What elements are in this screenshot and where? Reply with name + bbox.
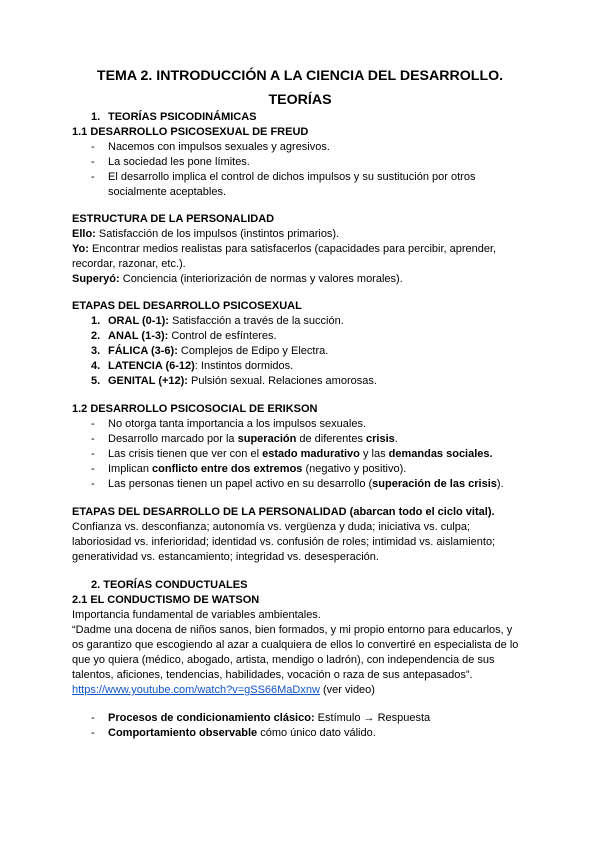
freud-bullet-3: El desarrollo implica el control de dichos impulsos y su sustitución por otros <box>108 171 476 183</box>
text-run: y las <box>359 448 389 460</box>
yo-line-cont: recordar, razonar, etc.). <box>72 258 186 270</box>
subsection-freud-heading: 1.1 DESARROLLO PSICOSEXUAL DE FREUD <box>72 126 309 138</box>
freud-bullet-1: Nacemos con impulsos sexuales y agresivos. <box>108 141 330 153</box>
etapa-text: Pulsión sexual. Relaciones amorosas. <box>187 375 377 387</box>
etapas-psicosexual-heading: ETAPAS DEL DESARROLLO PSICOSEXUAL <box>72 300 302 312</box>
watson-quote-line4: talentos, aficiones, tendencias, habilidades, vocación o raza de sus antepasados”. <box>72 669 473 681</box>
etapa-text: Complejos de Edipo y Electra. <box>177 345 329 357</box>
bullet-marker: - <box>91 727 95 739</box>
text-run: ). <box>496 478 504 490</box>
bullet-marker: - <box>91 478 95 490</box>
watson-bullet-1 <box>108 711 430 726</box>
etapas-personalidad-heading: ETAPAS DEL DESARROLLO DE LA PERSONALIDAD (abarcan todo el ciclo vital). <box>72 506 495 518</box>
text-run-bold: Procesos de condicionamiento clásico: <box>108 712 315 724</box>
etapa-label: ORAL (0-1): <box>108 315 169 327</box>
etapa-text: Satisfacción a través de la succión. <box>168 315 344 327</box>
text-run-bold: Comportamiento observable <box>108 727 258 739</box>
section1-number: 1. <box>91 111 101 123</box>
erikson-bullet-1: No otorga tanta importancia a los impulsos sexuales. <box>108 418 367 430</box>
superyo-line <box>72 272 403 287</box>
subsection-erikson-heading: 1.2 DESARROLLO PSICOSOCIAL DE ERIKSON <box>72 403 318 415</box>
text-run: Las crisis tienen que ver con el <box>108 448 263 460</box>
etapa-number: 3. <box>91 345 101 357</box>
bullet-marker: - <box>91 463 95 475</box>
bullet-marker: - <box>91 156 95 168</box>
text-run: Desarrollo marcado por la <box>108 433 238 445</box>
erikson-bullet-5 <box>108 477 504 492</box>
text-run-bold: superación <box>237 433 297 445</box>
text-run: . <box>394 433 398 445</box>
watson-bullet-2 <box>108 726 376 741</box>
text-run: Implican <box>108 463 153 475</box>
bullet-marker: - <box>91 433 95 445</box>
freud-bullet-3-cont: socialmente aceptables. <box>108 186 227 198</box>
document-title-line2: TEORÍAS <box>268 92 332 108</box>
etapa-genital <box>108 374 377 389</box>
watson-quote-line3: que yo quiera (médico, abogado, artista, mendigo o ladrón), con independencia de sus <box>72 654 495 666</box>
etapas-personalidad-line3: generatividad vs. estancamiento; integridad vs. desesperación. <box>72 551 379 563</box>
etapa-oral <box>108 314 344 329</box>
yo-line <box>72 242 496 257</box>
watson-quote-line1: “Dadme una docena de niños sanos, bien formados, y mi propio entorno para educarlos, y <box>72 624 513 636</box>
bullet-marker: - <box>91 171 95 183</box>
bullet-marker: - <box>91 141 95 153</box>
etapa-label: FÁLICA (3-6): <box>108 345 178 357</box>
erikson-bullet-3 <box>108 447 493 462</box>
text-run-bold: superación de las crisis <box>372 478 497 490</box>
yo-text: Encontrar medios realistas para satisfacerlos (capacidades para percibir, aprender, <box>88 243 497 255</box>
text-run-bold: conflicto entre dos extremos <box>152 463 303 475</box>
etapa-falica <box>108 344 328 359</box>
etapas-personalidad-line1: Confianza vs. desconfianza; autonomía vs. vergüenza y duda; iniciativa vs. culpa; <box>72 521 471 533</box>
video-note: (ver video) <box>319 684 375 696</box>
yo-label: Yo: <box>72 243 89 255</box>
etapa-anal <box>108 329 277 344</box>
subsection-watson-heading: 2.1 EL CONDUCTISMO DE WATSON <box>72 594 260 606</box>
section2-heading: 2. TEORÍAS CONDUCTUALES <box>91 579 248 591</box>
etapa-text: Control de esfínteres. <box>168 330 277 342</box>
etapa-label: GENITAL (+12): <box>108 375 188 387</box>
section1-heading: TEORÍAS PSICODINÁMICAS <box>108 111 257 123</box>
erikson-bullet-4 <box>108 462 406 477</box>
text-run: Las personas tienen un papel activo en su desarrollo ( <box>108 478 373 490</box>
youtube-link[interactable]: https://www.youtube.com/watch?v=gSS66MaDxnw <box>72 684 320 696</box>
etapa-number: 5. <box>91 375 101 387</box>
document-title-line1: TEMA 2. INTRODUCCIÓN A LA CIENCIA DEL DESARROLLO. <box>96 68 504 84</box>
etapa-number: 2. <box>91 330 101 342</box>
text-run-bold: estado madurativo <box>262 448 360 460</box>
etapas-personalidad-line2: laboriosidad vs. inferioridad; identidad vs. confusión de roles; intimidad vs. aislamiento; <box>72 536 496 548</box>
etapa-number: 1. <box>91 315 101 327</box>
bullet-marker: - <box>91 418 95 430</box>
superyo-text: Conciencia (interiorización de normas y valores morales). <box>119 273 403 285</box>
ello-label: Ello: <box>72 228 96 240</box>
etapa-label: LATENCIA (6-12) <box>108 360 195 372</box>
watson-intro: Importancia fundamental de variables ambientales. <box>72 609 321 621</box>
text-run-bold: demandas sociales. <box>388 448 493 460</box>
bullet-marker: - <box>91 448 95 460</box>
etapa-number: 4. <box>91 360 101 372</box>
text-run: (negativo y positivo). <box>302 463 407 475</box>
estructura-heading: ESTRUCTURA DE LA PERSONALIDAD <box>72 213 275 225</box>
text-run: cómo único dato válido. <box>257 727 376 739</box>
watson-video-line <box>72 683 375 698</box>
ello-line <box>72 227 339 242</box>
ello-text: Satisfacción de los impulsos (instintos primarios). <box>95 228 340 240</box>
text-run: Estímulo → Respuesta <box>314 712 431 724</box>
etapa-text: : Instintos dormidos. <box>194 360 294 372</box>
freud-bullet-2: La sociedad les pone límites. <box>108 156 250 168</box>
watson-quote-line2: os garantizo que escogiendo al azar a cualquiera de ellos lo convertiré en especialista de lo <box>72 639 519 651</box>
etapa-label: ANAL (1-3): <box>108 330 169 342</box>
superyo-label: Superyó: <box>72 273 120 285</box>
etapa-latencia <box>108 359 293 374</box>
bullet-marker: - <box>91 712 95 724</box>
text-run-bold: crisis <box>366 433 395 445</box>
text-run: de diferentes <box>296 433 367 445</box>
erikson-bullet-2 <box>108 432 398 447</box>
